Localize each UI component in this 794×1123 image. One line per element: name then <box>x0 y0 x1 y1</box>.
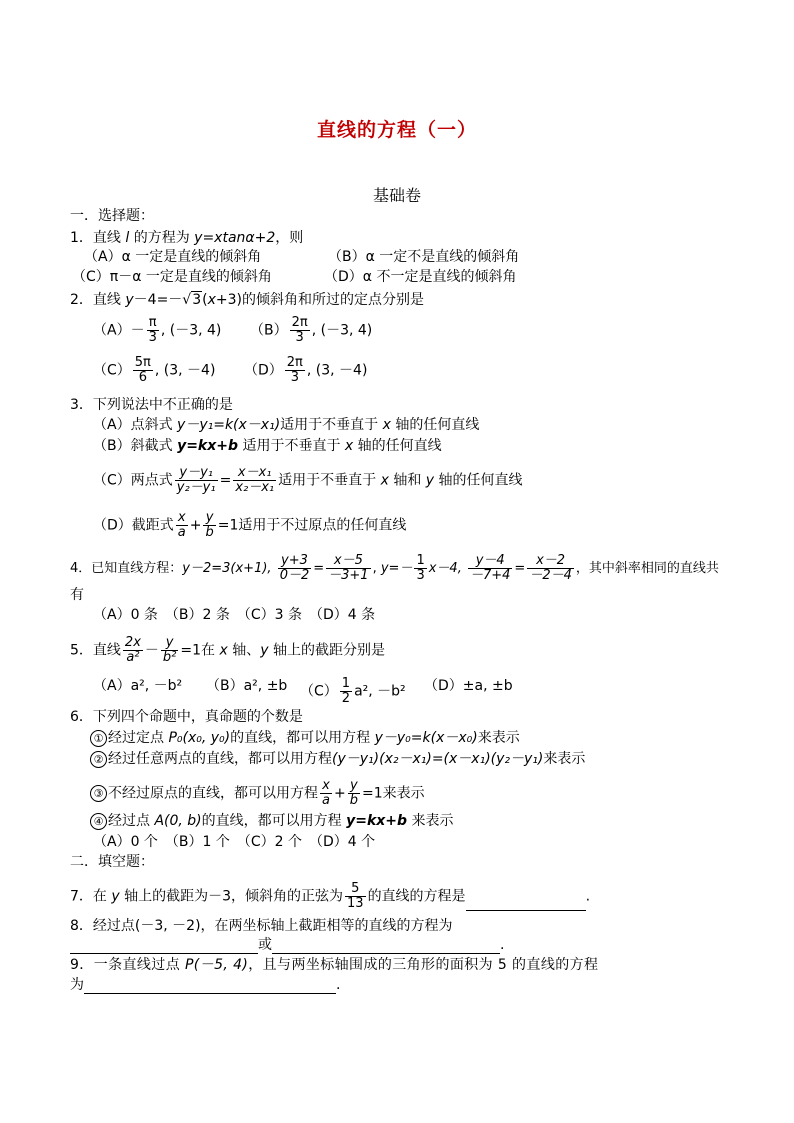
q7-answer-blank[interactable] <box>466 896 586 911</box>
q8-answer-blank-2[interactable] <box>272 939 500 954</box>
circled-2: ② <box>90 751 107 768</box>
section-heading-choice: 一．选择题： <box>70 208 154 224</box>
page-subtitle: 基础卷 <box>372 186 421 205</box>
circled-3: ③ <box>90 785 107 802</box>
page-title: 直线的方程（一） <box>316 119 477 141</box>
q7-stem: 7．在 y 轴上的截距为－3，倾斜角的正弦为 $\frac{5}{13}$ 的直线的方程是 . <box>70 881 591 911</box>
q1-option-d: （D）α 不一定是直线的倾斜角 <box>324 269 517 285</box>
q5-option-a: （A）a², －b² <box>93 678 183 694</box>
q1-option-b: （B）α 一定不是直线的倾斜角 <box>328 249 520 265</box>
q3-option-a: （A）点斜式 y－y₁=k(x－x₁)适用于不垂直于 x 轴的任何直线 <box>93 417 480 433</box>
q1-option-c: （C）π－α 一定是直线的倾斜角 <box>72 269 272 285</box>
q8-answer-blank-1[interactable] <box>70 939 258 954</box>
q4-stem-cont: 有 <box>70 587 84 603</box>
circled-1: ① <box>90 730 107 747</box>
q2-stem: 2．直线 y－4=－√3(x+3)的倾斜角和所过的定点分别是 <box>70 292 425 308</box>
q3-stem: 3．下列说法中不正确的是 <box>70 397 233 413</box>
q4-stem: 4．已知直线方程：y－2=3(x+1), $\frac{y+3}{0-2}$ = $\frac{x-5}{-3+1}$ , y=－ $\frac{1}{3}$ x－4, $\frac{y-4}{-7+4}$ = $\frac{x-2}{-2-4}$ ，其中斜率相同的直线共 <box>70 553 719 583</box>
q6-item-1: ① 经过定点 P₀(x₀, y₀)的直线，都可以用方程 y－y₀=k(x－x₀)来表示 <box>90 729 520 747</box>
q9-answer: 为 . <box>70 977 341 993</box>
q2-option-a: （A）－ $\frac{\pi}{3}$ , (－3, 4) <box>93 315 222 345</box>
q6-options: （A）0 个 （B）1 个 （C）2 个 （D）4 个 <box>93 834 376 850</box>
q8-answers: 或 . <box>70 936 504 954</box>
q6-stem: 6．下列四个命题中，真命题的个数是 <box>70 709 303 725</box>
q5-option-c: （C） $\frac{1}{2}$ a², －b² <box>300 676 406 706</box>
q1-option-a: （A）α 一定是直线的倾斜角 <box>84 249 262 265</box>
q6-item-2: ② 经过任意两点的直线，都可以用方程(y－y₁)(x₂－x₁)=(x－x₁)(y₂－y₁)来表示 <box>90 750 585 768</box>
q2-option-d: （D） $\frac{2\pi}{3}$ , (3, －4) <box>244 355 368 385</box>
q4-options: （A）0 条 （B）2 条 （C）3 条 （D）4 条 <box>93 607 376 623</box>
q3-option-d: （D）截距式 $\frac{x}{a}$ + $\frac{y}{b}$ =1适用于不过原点的任何直线 <box>93 510 407 540</box>
q5-option-d: （D）±a, ±b <box>424 678 513 694</box>
q6-item-3: ③ 不经过原点的直线，都可以用方程 $\frac{x}{a}$ + $\frac{y}{b}$ =1来表示 <box>90 779 425 808</box>
q6-item-4: ④ 经过点 A(0, b)的直线，都可以用方程 y=kx+b 来表示 <box>90 812 454 830</box>
q3-option-b: （B）斜截式 y=kx+b 适用于不垂直于 x 轴的任何直线 <box>93 438 442 454</box>
q1-stem: 1．直线 l 的方程为 y=xtanα+2，则 <box>70 230 304 246</box>
q2-option-c: （C） $\frac{5\pi}{6}$ , (3, －4) <box>93 355 216 385</box>
circled-4: ④ <box>90 813 107 830</box>
q8-stem: 8．经过点(－3, －2)，在两坐标轴上截距相等的直线的方程为 <box>70 918 453 934</box>
q5-option-b: （B）a², ±b <box>206 678 288 694</box>
q9-answer-blank[interactable] <box>84 979 336 994</box>
q5-stem: 5．直线 $\frac{2x}{\text{a²}}$ － $\frac{y}{\text{b²}}$ =1在 x 轴、y 轴上的截距分别是 <box>70 635 385 665</box>
q3-option-c: （C）两点式 $\frac{\text{y－y₁}}{\text{y₂－y₁}}$ = $\frac{\text{x－x₁}}{\text{x₂－x₁}}$ 适用于不垂直于 x 轴和 y 轴的任何直线 <box>93 465 523 495</box>
section-heading-fill: 二．填空题： <box>70 854 154 870</box>
q9-stem: 9．一条直线过点 P(－5, 4)，且与两坐标轴围成的三角形的面积为 5 的直线的方程 <box>70 957 599 973</box>
q2-option-b: （B） $\frac{2\pi}{3}$ , (－3, 4) <box>250 315 373 345</box>
